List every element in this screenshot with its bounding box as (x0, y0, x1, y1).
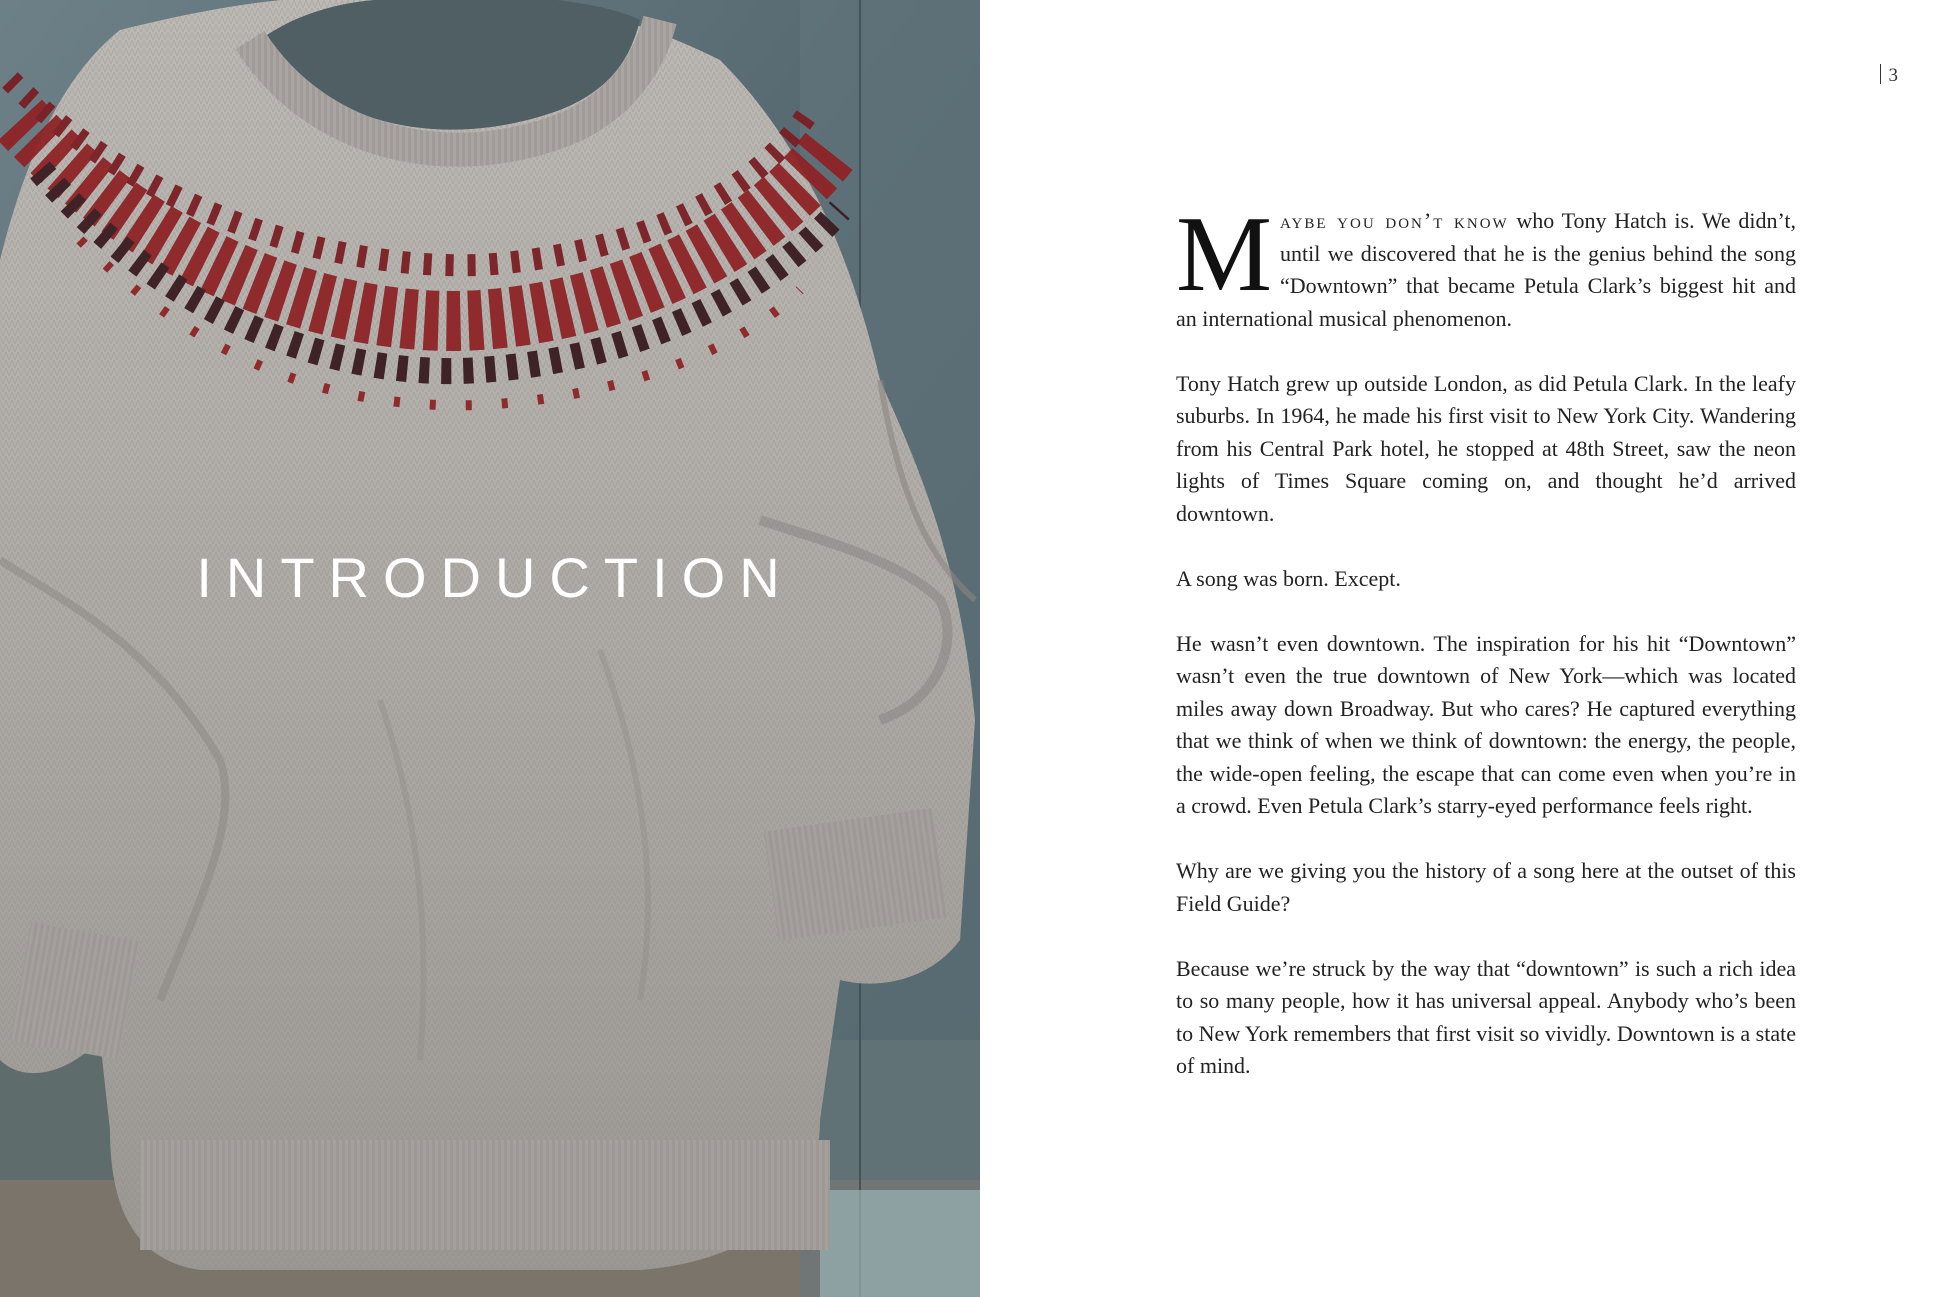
text-page (980, 0, 1946, 1297)
paragraph-1-text: who Tony Hatch is. We didn’t, until we discovered that he is the genius behind the song “Downtown” that became Petula Clark’s biggest hit and an international musical phenomenon. (1176, 208, 1796, 331)
drop-cap: M (1176, 195, 1273, 314)
paragraph-3: A song was born. Except. (1176, 565, 1401, 591)
paragraph-6: Because we’re struck by the way that “downtown” is such a rich idea to so many people, how it has universal appeal. Anybody who’s been to New York remembers that first visit so vividly. Downtown is a state of mind. (1176, 955, 1796, 1078)
paragraph-1 (1176, 195, 1796, 335)
lead-in: aybe you don’t know (1280, 208, 1509, 233)
chapter-title: INTRODUCTION (196, 546, 794, 609)
paragraph-2: Tony Hatch grew up outside London, as did Petula Clark. In the leafy suburbs. In 1964, he made his first visit to New York City. Wandering from his Central Park hotel, he stopped at 48th Street, saw the neon lights of Times Square coming on, and thought he’d arrived downtown. (1176, 370, 1796, 526)
page-number (1880, 64, 1899, 87)
page-number-rule (1880, 64, 1881, 84)
page-number-value: 3 (1888, 65, 1898, 86)
paragraph-5: Why are we giving you the history of a song here at the outset of this Field Guide? (1176, 858, 1796, 916)
paragraph-4: He wasn’t even downtown. The inspiration for his hit “Downtown” wasn’t even the true downtown of New York—which was located miles away down Broadway. But who cares? He captured everything that we think of when we think of downtown: the energy, the people, the wide-open feeling, the escape that can come even when you’re in a crowd. Even Petula Clark’s starry-eyed performance feels right. (1176, 630, 1796, 818)
body-text (1176, 195, 1796, 1115)
